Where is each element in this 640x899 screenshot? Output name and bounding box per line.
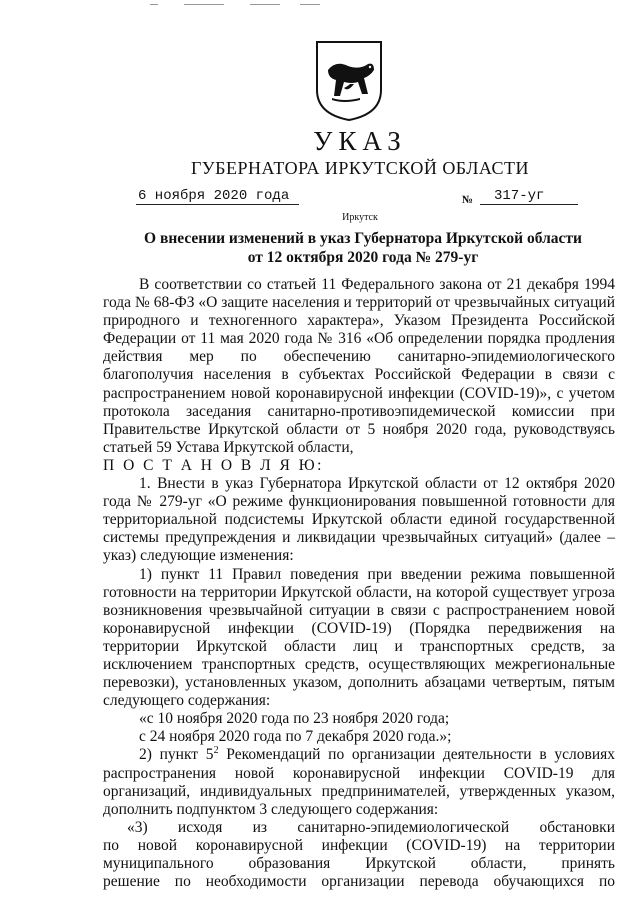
decree-word: П О С Т А Н О В Л Я Ю: <box>103 456 324 474</box>
city-name: Иркутск <box>342 212 378 223</box>
subitem-2-start: 2) пункт 5 <box>139 746 214 764</box>
subitem-2-superscript: 2 <box>213 745 219 757</box>
preamble-paragraph: В соответствии со статьей 11 Федерального закона от 21 декабря 1994 года № 68-ФЗ «О защите населения и территорий от чрезвычайных ситуаций природного и техногенного характера», Указом Президента Российской Федерации от 11 мая 2020 года № 316 «Об определении порядка продления действия мер по обеспечению санитарно-эпидемиологического благополучия населения в субъектах Российской Федерации в связи с распространением новой коронавирусной инфекции (COVID-19)», с учетом протокола заседания санитарно-противоэпидемической комиссии при Правительстве Иркутской области от 5 ноября 2020 года, руководствуясь статьей 59 Устава Иркутской области, <box>103 276 615 456</box>
document-date: 6 ноября 2020 года <box>136 188 299 205</box>
coat-of-arms-icon <box>314 40 384 122</box>
quote-3-line-1: «3) исходя из санитарно-эпидемиологической обстановки <box>127 818 615 836</box>
quote-line-1: «с 10 ноября 2020 года по 23 ноября 2020 года; <box>139 710 450 728</box>
heading-line-1: О внесении изменений в указ Губернатора Иркутской области <box>144 230 582 247</box>
subitem-2-rest: Рекомендаций по организации деятельности в условиях распространения новой коронавирусной инфекции COVID-19 для организаций, индивидуальных предпринимателей, утвержденных указом, дополнить подпунктом 3 следующего содержания: <box>103 746 615 818</box>
document-number: 317-уг <box>480 188 578 205</box>
issuing-authority: ГУБЕРНАТОРА ИРКУТСКОЙ ОБЛАСТИ <box>190 158 530 178</box>
document-body <box>103 276 615 891</box>
document-title: УКАЗ <box>313 126 407 156</box>
subitem-2-paragraph <box>103 746 615 818</box>
quote-3-line-3: муниципального образования Иркутской области, принять <box>103 855 615 872</box>
number-sign: № <box>462 194 474 206</box>
quote-line-2: с 24 ноября 2020 года по 7 декабря 2020 года.»; <box>139 728 452 746</box>
heading-line-2: от 12 октября 2020 года № 279-уг <box>247 249 479 266</box>
quote-3-line-2: по новой коронавирусной инфекции (COVID-19) на территории <box>103 836 615 854</box>
item-1-paragraph: 1. Внести в указ Губернатора Иркутской области от 12 октября 2020 года № 279-уг «О режиме функционирования повышенной готовности для территориальной подсистемы Иркутской области единой государственной системы предупреждения и ликвидации чрезвычайных ситуаций» (далее – указ) следующие изменения: <box>103 475 615 565</box>
quote-3-line-4: решение по необходимости организации перевода обучающихся по <box>103 873 615 891</box>
document-heading <box>128 229 598 267</box>
subitem-1-paragraph: 1) пункт 11 Правил поведения при введении режима повышенной готовности на территории Иркутской области, на которой существует угроза возникновения чрезвычайной ситуации в связи с распространением новой коронавирусной инфекции (COVID-19) (Порядка передвижения на территории Иркутской области лиц и транспортных средств, за исключением транспортных средств, осуществляющих межрегиональные перевозки), установленных указом, дополнить абзацами четвертым, пятым следующего содержания: <box>103 565 615 710</box>
